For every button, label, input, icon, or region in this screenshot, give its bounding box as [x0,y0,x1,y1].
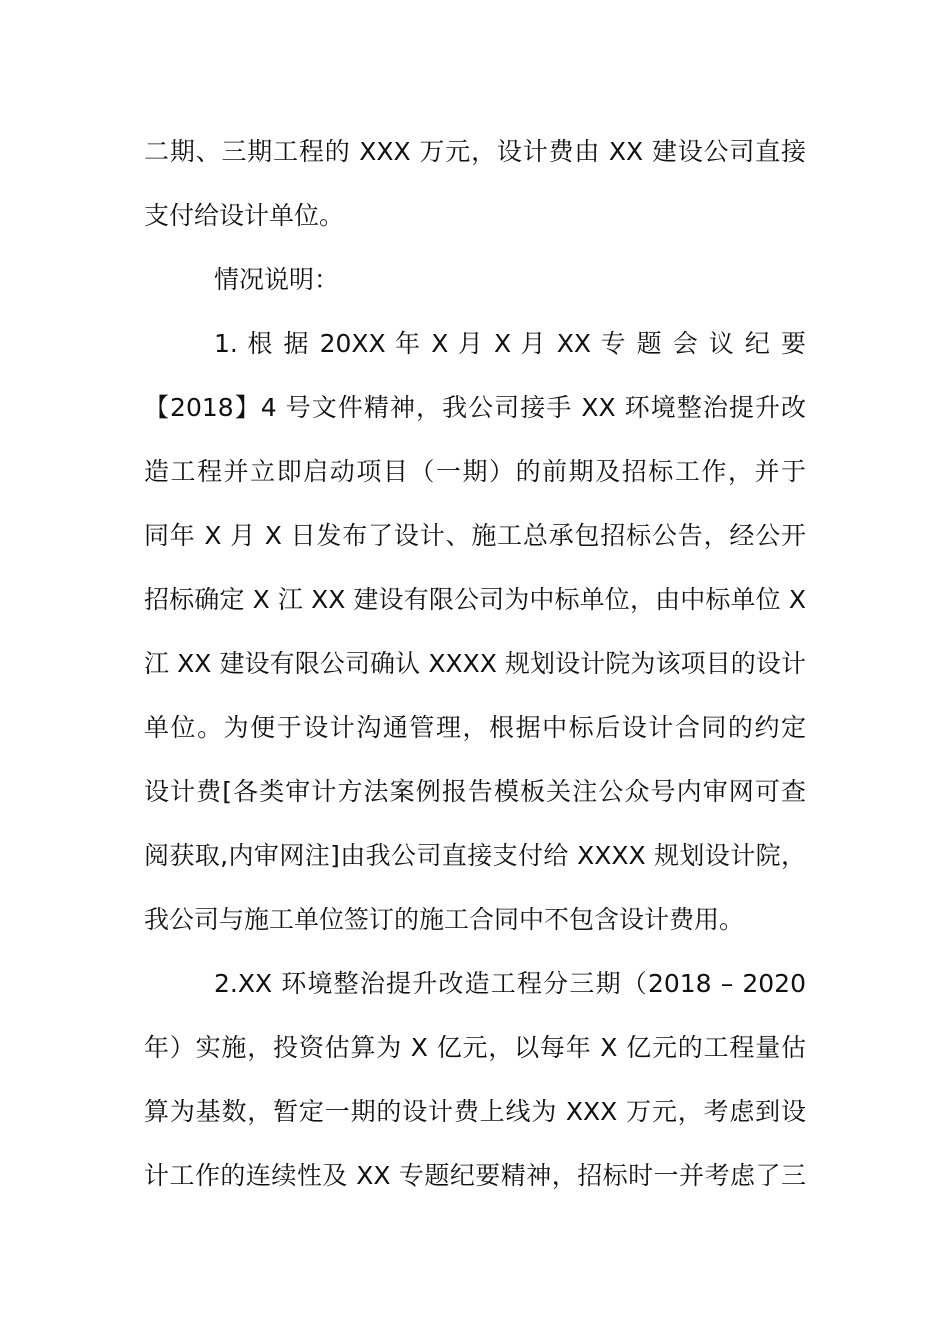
text-line: 支付给设计单位。 [144,201,345,230]
text-line: 计工作的连续性及 XX 专题纪要精神，招标时一并考虑了三 [144,1161,806,1190]
text-line: 二期、三期工程的 XXX 万元，设计费由 XX 建设公司直接 [144,137,806,166]
text-line: 设计费[各类审计方法案例报告模板关注公众号内审网可查 [144,777,806,806]
text-line: 招标确定 X 江 XX 建设有限公司为中标单位，由中标单位 X [144,585,806,614]
text-line: 造工程并立即启动项目（一期）的前期及招标工作，并于 [144,457,806,486]
text-line: 算为基数，暂定一期的设计费上线为 XXX 万元，考虑到设 [144,1097,806,1126]
text-line: 阅获取,内审网注]由我公司直接支付给 XXXX 规划设计院， [144,841,806,870]
text-line: 江 XX 建设有限公司确认 XXXX 规划设计院为该项目的设计 [144,649,806,678]
text-line: 同年 X 月 X 日发布了设计、施工总承包招标公告，经公开 [144,521,806,550]
text-line: 1. 根 据 20XX 年 X 月 X 月 XX 专 题 会 议 纪 要 [214,329,806,358]
text-line: 2.XX 环境整治提升改造工程分三期（2018 – 2020 [214,969,806,998]
text-line: 【2018】4 号文件精神，我公司接手 XX 环境整治提升改 [144,393,806,422]
text-line: 年）实施，投资估算为 X 亿元，以每年 X 亿元的工程量估 [144,1033,806,1062]
section-heading: 情况说明： [214,265,340,294]
text-line: 我公司与施工单位签订的施工合同中不包含设计费用。 [144,905,745,934]
text-line: 单位。为便于设计沟通管理，根据中标后设计合同的约定 [144,713,806,742]
